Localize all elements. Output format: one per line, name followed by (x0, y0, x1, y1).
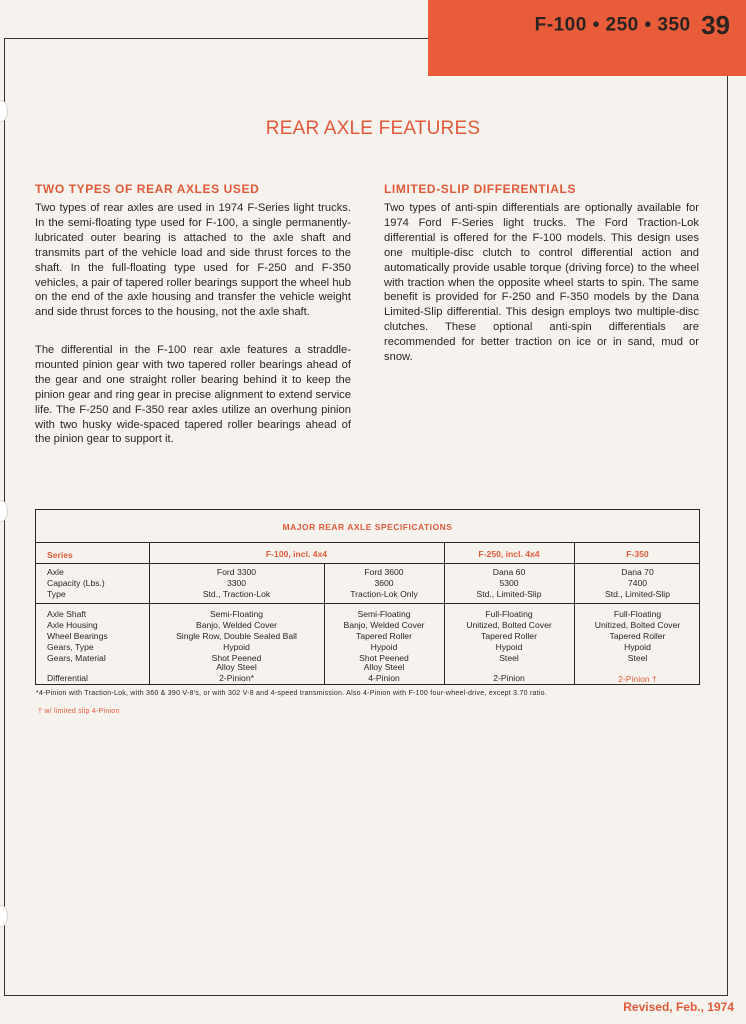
model-range: F-100 • 250 • 350 (534, 14, 691, 36)
label-wheel-bearings: Wheel Bearings (47, 631, 108, 641)
cell-f250-capacity: 5300 (499, 578, 519, 588)
label-type: Type (47, 589, 66, 599)
cell-f100a-capacity: 3300 (226, 578, 247, 588)
label-differential: Differential (47, 673, 88, 683)
cell-f100b-material-2: Alloy Steel (363, 662, 405, 672)
cell-f350-gear-type: Hypoid (624, 642, 651, 652)
cell-f100b-shaft: Semi-Floating (357, 609, 411, 619)
cell-f350-type: Std., Limited-Slip (605, 589, 670, 599)
label-axle-shaft: Axle Shaft (47, 609, 87, 619)
cell-f100a-bearings: Single Row, Double Sealed Ball (176, 631, 297, 641)
table-rule (36, 542, 699, 543)
cell-f100a-material-2: Alloy Steel (216, 662, 257, 672)
cell-f100b-material-1: Shot Peened (359, 653, 409, 663)
page-title: REAR AXLE FEATURES (265, 118, 481, 139)
cell-f350-shaft: Full-Floating (613, 609, 662, 619)
cell-f100b-differential: 4-Pinion (368, 673, 400, 683)
cell-f350-bearings: Tapered Roller (609, 631, 666, 641)
footnote-limited-slip: † w/ limited slip 4-Pinion (38, 708, 120, 715)
left-column-heading: TWO TYPES OF REAR AXLES USED (35, 182, 260, 196)
cell-f250-differential: 2-Pinion (493, 673, 525, 683)
header-f350: F-350 (626, 549, 649, 559)
cell-f100a-type: Std., Traction-Lok (202, 589, 271, 599)
label-capacity: Capacity (Lbs.) (47, 578, 105, 588)
cell-f250-housing: Unitized, Bolted Cover (466, 620, 552, 630)
cell-f100a-material-1: Shot Peened (211, 653, 262, 663)
cell-f100a-gear-type: Hypoid (223, 642, 250, 652)
cell-f100a-axle: Ford 3300 (216, 567, 257, 577)
cell-f100b-type: Traction-Lok Only (350, 589, 418, 599)
page-number: 39 (701, 10, 730, 40)
cell-f350-capacity: 7400 (627, 578, 648, 588)
cell-f250-type: Std., Limited-Slip (476, 589, 542, 599)
cell-f100b-axle: Ford 3600 (364, 567, 404, 577)
cell-f100a-shaft: Semi-Floating (209, 609, 263, 619)
cell-f250-axle: Dana 60 (492, 567, 526, 577)
cell-f100b-bearings: Tapered Roller (356, 631, 412, 641)
spec-table-title: MAJOR REAR AXLE SPECIFICATIONS (282, 522, 453, 532)
right-column-heading: LIMITED-SLIP DIFFERENTIALS (384, 182, 577, 196)
table-rule (36, 603, 699, 604)
cell-f250-shaft: Full-Floating (485, 609, 533, 619)
label-gears-material: Gears, Material (47, 653, 106, 663)
cell-f350-material: Steel (627, 653, 648, 663)
cell-f250-gear-type: Hypoid (495, 642, 523, 652)
cell-f100b-gear-type: Hypoid (370, 642, 398, 652)
right-paragraph-1: Two types of anti-spin differentials are optionally available for 1974 Ford F-Series light trucks. The Ford Traction-Lok differential is offered for the F-100 models. This design uses one multiple-disc clutch to control differential action and automatically provide usable torque (driving force) to the wheel with traction when the opposite wheel starts to spin. The same benefit is provided for F-250 and F-350 models by the Dana Limited-Slip differential. This design employs two multiple-disc clutches. These optional anti-spin differentials are recommended for better traction on ice or in sand, mud or snow. (384, 202, 699, 364)
header-series: Series (47, 550, 73, 560)
revision-date: Revised, Feb., 1974 (623, 1000, 734, 1014)
cell-f250-material: Steel (499, 653, 519, 663)
cell-f100a-differential: 2-Pinion* (219, 673, 254, 683)
page-header-tab (428, 0, 746, 76)
left-paragraph-2: The differential in the F-100 rear axle features a straddle-mounted pinion gear with two tapered roller bearings ahead of the gear and one straight roller bearing behind it to keep the pinion gear and ring gear in precise alignment to extend service life. The F-250 and F-350 rear axles utilize an overhung pinion with two husky wide-spaced tapered roller bearings ahead of the pinion gear to support it. (35, 344, 351, 446)
header-f100: F-100, incl. 4x4 (265, 549, 328, 559)
cell-f100b-housing: Banjo, Welded Cover (343, 620, 425, 630)
cell-f100a-housing: Banjo, Welded Cover (195, 620, 278, 630)
label-axle-housing: Axle Housing (47, 620, 98, 630)
footnote-pinion: *4-Pinion with Traction-Lok, with 360 & 390 V-8's, or with 302 V-8 and 4-speed transmission. Also 4-Pinion with F-100 four-wheel-drive, except 3.70 ratio. (36, 690, 548, 697)
cell-f350-axle: Dana 70 (621, 567, 654, 577)
cell-f350-housing: Unitized, Bolted Cover (594, 620, 681, 630)
spec-table (35, 509, 700, 685)
label-gears-type: Gears, Type (47, 642, 94, 652)
cell-f100b-capacity: 3600 (374, 578, 394, 588)
cell-f350-differential: 2-Pinion † (618, 674, 657, 684)
label-axle: Axle (47, 567, 64, 577)
cell-f250-bearings: Tapered Roller (481, 631, 537, 641)
table-rule (36, 563, 699, 564)
left-paragraph-1: Two types of rear axles are used in 1974 F-Series light trucks. In the semi-floating type used for F-100, a single permanently-lubricated outer bearing is attached to the axle shaft and transmits part of the vehicle load and side thrust forces to the shaft. In the full-floating type used for F-250 and F-350 vehicles, a pair of tapered roller bearings support the wheel hub on the end of the axle housing and transfer the vehicle weight and side thrust forces to the housing, not the axle shaft. (35, 202, 351, 319)
header-f250: F-250, incl. 4x4 (478, 549, 540, 559)
